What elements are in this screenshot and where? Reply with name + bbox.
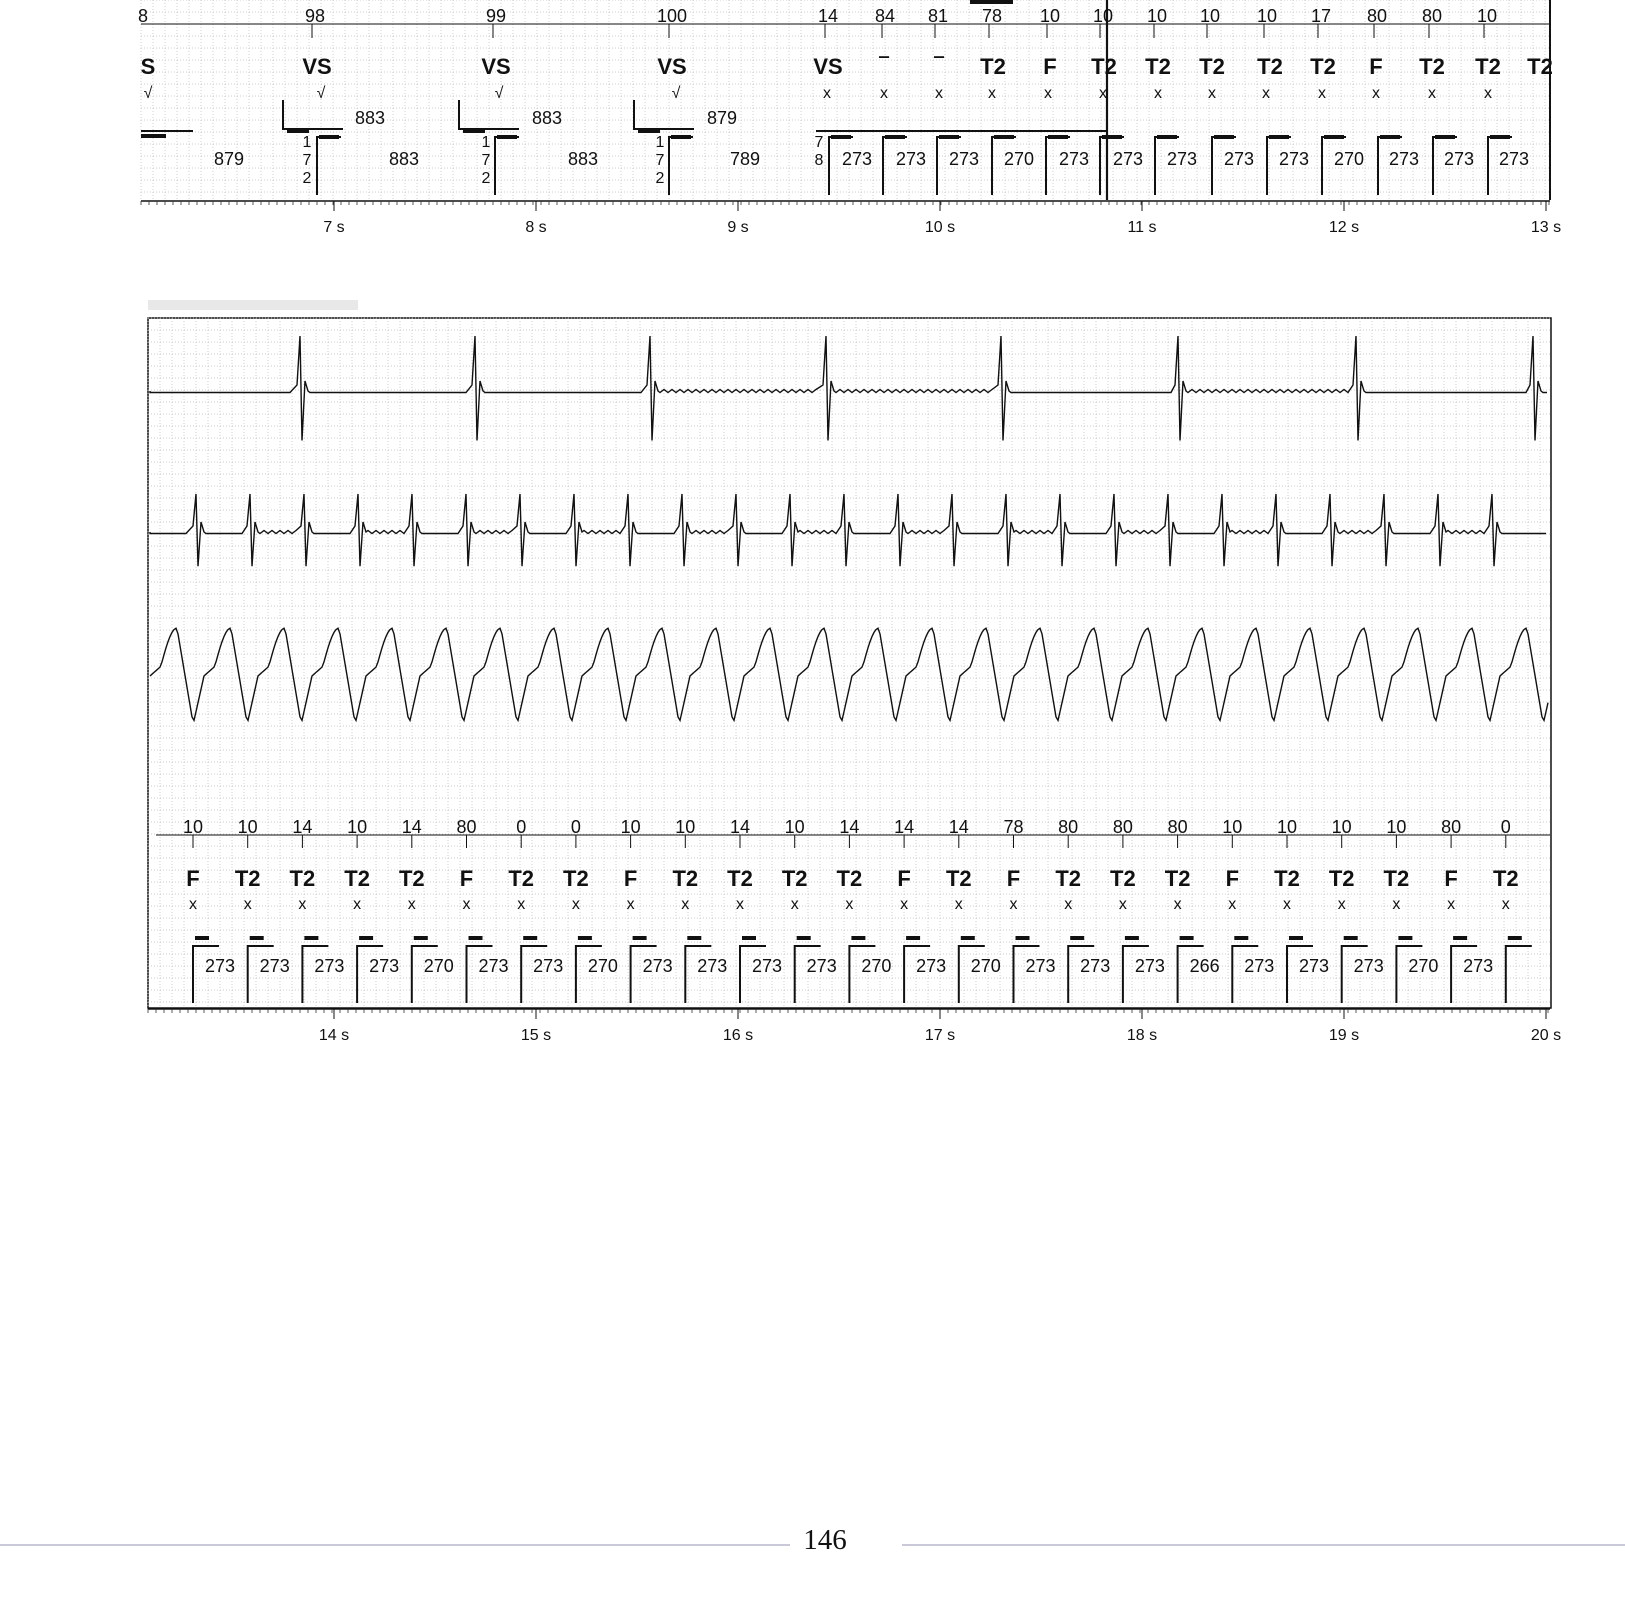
rr-interval-label: 10: [1199, 6, 1221, 26]
vv-interval-label: 273: [533, 956, 564, 976]
near-field-egm-trace: [150, 494, 1546, 566]
event-marker: T2: [727, 866, 753, 891]
event-sub-mark: x: [1009, 896, 1018, 913]
rr-interval-label: 80: [1441, 817, 1462, 837]
rr-interval-label: 78: [981, 6, 1003, 26]
vv-interval-label: 270: [423, 956, 454, 976]
event-sub-mark: x: [1447, 896, 1456, 913]
rr-interval-label: 14: [948, 817, 969, 837]
vv-interval-label: 273: [1388, 149, 1420, 169]
event-marker: T2: [344, 866, 370, 891]
event-marker: T2: [1091, 54, 1117, 79]
event-sub-mark: x: [1392, 896, 1401, 913]
rr-interval-label: 14: [894, 817, 915, 837]
vv-interval-label: 273: [642, 956, 673, 976]
event-marker: T2: [1419, 54, 1445, 79]
event-sub-mark: x: [1318, 85, 1326, 102]
rr-interval-label: 80: [1421, 6, 1443, 26]
rr-interval-label: 80: [1167, 817, 1188, 837]
rr-interval-label: 10: [1092, 6, 1114, 26]
stacked-interval-digit: 1: [302, 134, 312, 151]
event-marker: T2: [1383, 866, 1410, 891]
event-marker: T2: [1110, 866, 1136, 891]
vv-interval-label: 273: [314, 956, 345, 976]
vv-interval-label: 273: [204, 956, 236, 976]
event-sub-mark: x: [1228, 896, 1237, 913]
time-axis-bottom-tick-label: 19 s: [1328, 1027, 1360, 1044]
rr-interval-label: 80: [1058, 817, 1079, 837]
time-axis-top-tick-label: 11 s: [1127, 219, 1157, 236]
cropped-header-fragment: [148, 300, 358, 310]
stacked-interval-digit: 2: [302, 170, 312, 187]
rr-interval-label: 100: [656, 6, 688, 26]
footer-rule-right: [902, 1544, 1625, 1546]
rr-interval-label: 8: [137, 6, 149, 26]
vv-interval-label: 270: [1408, 956, 1439, 976]
time-axis-top-tick-label: 7 s: [323, 219, 345, 236]
time-axis-top-tick-label: 13 s: [1530, 219, 1562, 236]
event-sub-mark: x: [1484, 85, 1492, 102]
rr-interval-label: 99: [485, 6, 507, 26]
footer-rule-left: [0, 1544, 790, 1546]
event-marker: T2: [781, 866, 808, 891]
event-marker: F: [1225, 866, 1240, 891]
rr-interval-label: 10: [182, 817, 204, 837]
stacked-interval-digit: 8: [814, 152, 824, 169]
event-marker: T2: [980, 54, 1006, 79]
stacked-interval-digit: 7: [481, 152, 491, 169]
time-axis-bottom-tick-label: 17 s: [924, 1027, 956, 1044]
event-marker: T2: [563, 866, 589, 891]
rr-interval-label: 80: [456, 817, 477, 837]
time-axis-top-tick-label: 8 s: [525, 219, 547, 236]
event-sub-mark: x: [1262, 85, 1270, 102]
event-sub-mark: x: [1283, 896, 1291, 913]
rr-interval-label: 14: [292, 817, 313, 837]
vv-interval-label: 883: [388, 149, 420, 169]
rr-interval-label: 10: [784, 817, 805, 837]
vv-interval-label: 789: [729, 149, 761, 169]
time-axis-top-tick-label: 10 s: [924, 219, 956, 236]
stacked-interval-digit: 7: [302, 152, 312, 169]
rr-interval-label: 14: [401, 817, 422, 837]
stacked-interval-digit: 7: [655, 152, 665, 169]
event-sub-mark: x: [900, 896, 909, 913]
vv-interval-label: 273: [369, 956, 400, 976]
event-sub-mark: x: [954, 896, 963, 913]
rr-interval-label: 10: [1222, 817, 1243, 837]
atrial-interval-label: 879: [706, 108, 738, 128]
event-sub-mark: x: [1173, 896, 1182, 913]
rr-interval-label: 0: [570, 817, 581, 837]
rr-interval-label: 98: [304, 6, 326, 26]
vv-interval-label: 273: [1298, 956, 1330, 976]
event-marker: T2: [1164, 866, 1191, 891]
rr-interval-label: 10: [675, 817, 696, 837]
vv-interval-label: 270: [861, 956, 892, 976]
rr-interval-label: 10: [1331, 817, 1352, 837]
stacked-interval-digit: 1: [481, 134, 491, 151]
ecg-surface-trace: [150, 628, 1548, 720]
event-sub-mark: x: [1154, 85, 1162, 102]
event-marker: VS: [302, 54, 332, 79]
event-marker: VS: [657, 54, 687, 79]
event-sub-mark: x: [243, 896, 252, 913]
event-sub-mark: x: [407, 896, 416, 913]
event-marker: T2: [1257, 54, 1283, 79]
vv-interval-label: 273: [1443, 149, 1475, 169]
vv-interval-label: 273: [916, 956, 947, 976]
event-sub-mark: x: [1208, 85, 1216, 102]
rr-interval-label: 84: [874, 6, 896, 26]
vv-interval-label: 273: [1498, 149, 1530, 169]
vv-interval-label: 273: [841, 149, 873, 169]
event-sub-mark: x: [189, 896, 197, 913]
event-marker: T2: [1328, 866, 1355, 891]
vv-interval-label: 273: [1166, 149, 1198, 169]
event-marker: T2: [672, 866, 699, 891]
event-marker: T2: [1199, 54, 1225, 79]
vv-interval-label: 273: [1025, 956, 1056, 976]
rr-interval-label: 14: [839, 817, 860, 837]
event-marker: T2: [1492, 866, 1519, 891]
rr-interval-label: 10: [1256, 6, 1278, 26]
vv-interval-label: 273: [478, 956, 509, 976]
far-field-egm-trace: [150, 336, 1547, 441]
event-sub-mark: x: [517, 896, 526, 913]
vv-interval-label: 273: [751, 956, 783, 976]
event-marker: T2: [1145, 54, 1171, 79]
vv-interval-label: 270: [1003, 149, 1035, 169]
event-marker: T2: [1310, 54, 1336, 79]
event-marker: T2: [945, 866, 972, 891]
event-sub-mark: x: [1118, 896, 1127, 913]
event-marker: T2: [1055, 866, 1082, 891]
event-sub-mark: x: [353, 896, 362, 913]
vv-interval-label: 273: [806, 956, 837, 976]
event-marker: T2: [1274, 866, 1300, 891]
rr-interval-label: 80: [1366, 6, 1388, 26]
event-sub-mark: x: [880, 85, 888, 102]
rr-interval-label: 14: [817, 6, 839, 26]
event-marker: F: [459, 866, 474, 891]
vv-interval-label: 273: [1134, 956, 1165, 976]
vv-interval-label: 273: [1058, 149, 1090, 169]
event-marker: VS: [813, 54, 843, 79]
event-marker: T2: [836, 866, 863, 891]
event-sub-mark: x: [1064, 896, 1073, 913]
event-marker: F: [897, 866, 911, 891]
stacked-interval-digit: 2: [655, 170, 665, 187]
time-axis-bottom-tick-label: 18 s: [1126, 1027, 1158, 1044]
event-marker: ‾: [880, 54, 888, 79]
rr-interval-label: 17: [1310, 6, 1332, 26]
event-marker: T2: [289, 866, 316, 891]
rr-interval-label: 10: [1146, 6, 1168, 26]
event-sub-mark: x: [298, 896, 307, 913]
vv-interval-label: 266: [1189, 956, 1220, 976]
rr-interval-label: 10: [620, 817, 641, 837]
event-sub-mark: √: [143, 85, 153, 102]
event-sub-mark: x: [823, 85, 831, 102]
vv-interval-label: 273: [1112, 149, 1144, 169]
event-marker: T2: [1475, 54, 1501, 79]
stacked-interval-digit: 7: [814, 134, 824, 151]
rr-interval-label: 0: [516, 817, 527, 837]
rr-interval-label: 78: [1003, 817, 1024, 837]
vv-interval-label: 273: [895, 149, 927, 169]
time-axis-bottom-tick-label: 16 s: [722, 1027, 754, 1044]
vv-interval-label: 883: [567, 149, 599, 169]
event-sub-mark: x: [935, 85, 943, 102]
vv-interval-label: 273: [259, 956, 290, 976]
vv-interval-label: 273: [697, 956, 728, 976]
time-axis-top-tick-label: 12 s: [1328, 219, 1360, 236]
atrial-interval-label: 883: [531, 108, 563, 128]
event-sub-mark: √: [316, 85, 326, 102]
event-marker: F: [1043, 54, 1057, 79]
rr-interval-label: 14: [729, 817, 751, 837]
event-sub-mark: x: [845, 896, 854, 913]
rr-interval-label: 0: [1500, 817, 1511, 837]
event-sub-mark: x: [736, 896, 744, 913]
rr-interval-label: 10: [1276, 817, 1298, 837]
event-marker: T2: [1527, 54, 1553, 79]
stacked-interval-digit: 2: [481, 170, 491, 187]
event-sub-mark: x: [1501, 896, 1510, 913]
event-sub-mark: x: [1428, 85, 1436, 102]
vv-interval-label: 270: [587, 956, 618, 976]
event-marker: F: [1006, 866, 1021, 891]
vv-interval-label: 273: [1463, 956, 1494, 976]
event-marker: T2: [398, 866, 425, 891]
event-sub-mark: x: [571, 896, 580, 913]
vv-interval-label: 273: [1223, 149, 1255, 169]
vv-interval-label: 273: [1278, 149, 1310, 169]
page-number: 146: [803, 1524, 847, 1556]
time-axis-bottom-tick-label: 14 s: [318, 1027, 350, 1044]
rr-interval-label: 81: [927, 6, 949, 26]
vv-interval-label: 879: [213, 149, 245, 169]
vv-interval-label: 273: [1353, 956, 1384, 976]
vv-interval-label: 273: [948, 149, 980, 169]
event-marker: T2: [508, 866, 535, 891]
rr-interval-label: 80: [1112, 817, 1133, 837]
rr-interval-label: 10: [237, 817, 258, 837]
event-sub-mark: x: [1099, 85, 1107, 102]
event-marker: S: [140, 54, 156, 79]
event-sub-mark: √: [494, 85, 504, 102]
event-marker: F: [623, 866, 638, 891]
time-axis-bottom-tick-label: 15 s: [520, 1027, 552, 1044]
event-sub-mark: x: [462, 896, 471, 913]
event-marker: T2: [234, 866, 261, 891]
rr-interval-label: 10: [1386, 817, 1407, 837]
atrial-interval-label: 883: [354, 108, 386, 128]
rr-interval-label: 10: [1039, 6, 1061, 26]
time-axis-top-tick-label: 9 s: [727, 219, 749, 236]
event-sub-mark: x: [1044, 85, 1052, 102]
event-marker: F: [1369, 54, 1383, 79]
vv-interval-label: 273: [1244, 956, 1275, 976]
stacked-interval-digit: 1: [655, 134, 665, 151]
event-marker: F: [186, 866, 200, 891]
event-sub-mark: x: [1372, 85, 1380, 102]
event-sub-mark: x: [790, 896, 799, 913]
vv-interval-label: 270: [1333, 149, 1365, 169]
vv-interval-label: 270: [970, 956, 1001, 976]
vv-interval-label: 273: [1080, 956, 1111, 976]
event-sub-mark: x: [681, 896, 690, 913]
event-marker: F: [1444, 866, 1458, 891]
event-marker: VS: [481, 54, 511, 79]
event-sub-mark: √: [671, 85, 681, 102]
event-sub-mark: x: [626, 896, 635, 913]
event-sub-mark: x: [1337, 896, 1346, 913]
event-sub-mark: x: [988, 85, 996, 102]
rr-interval-label: 10: [347, 817, 368, 837]
event-marker: ‾: [935, 54, 943, 79]
time-axis-bottom-tick-label: 20 s: [1530, 1027, 1562, 1044]
rr-interval-label: 10: [1476, 6, 1498, 26]
